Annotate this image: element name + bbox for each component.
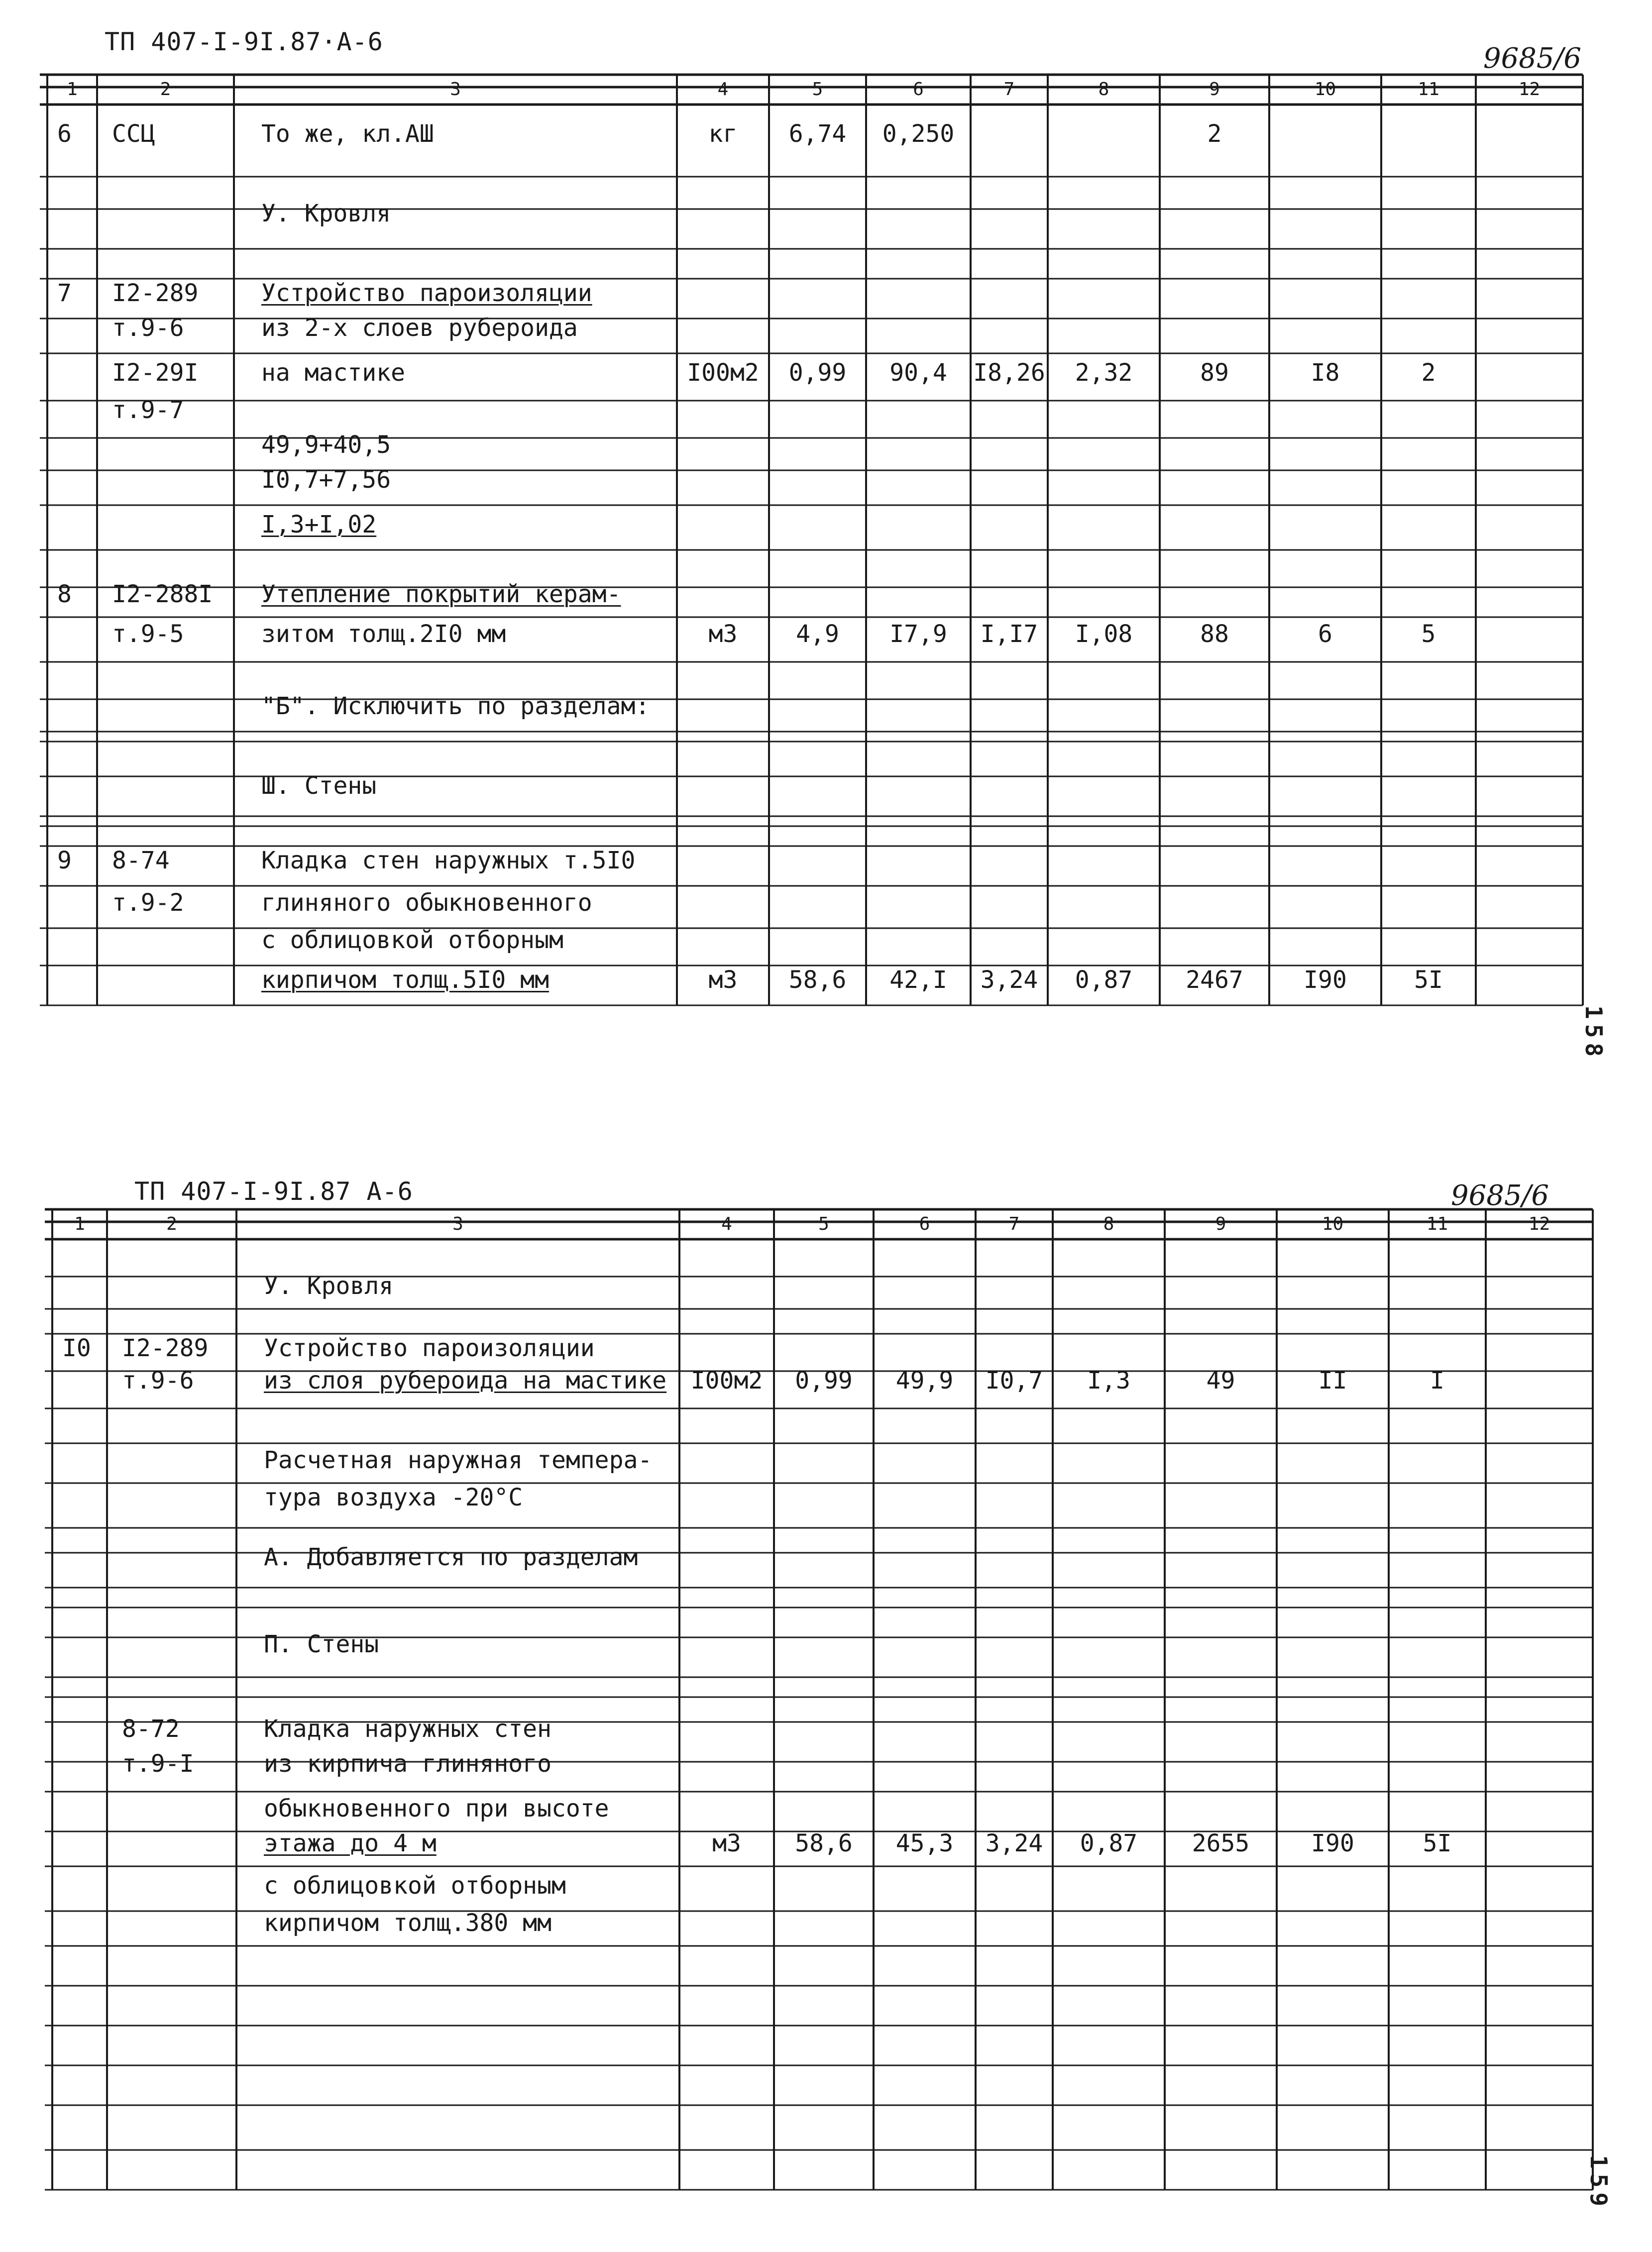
table-cell-col-7: 3,24 <box>985 1829 1043 1857</box>
table-cell-col-4: кг <box>708 120 738 148</box>
table-cell-col-2: т.9-5 <box>112 620 184 648</box>
table-cell-col-4: I00м2 <box>687 359 759 387</box>
table-cell-col-5: 58,6 <box>795 1829 853 1857</box>
table-cell-col-9: 88 <box>1200 620 1229 648</box>
table-cell-col-3: кирпичом толщ.5I0 мм <box>261 966 549 994</box>
table-cell-col-7: I,I7 <box>980 620 1038 648</box>
table-cell-col-7: 3,24 <box>980 966 1038 994</box>
table-cell-col-7: I0,7 <box>985 1367 1043 1394</box>
table-cell-col-5: 58,6 <box>788 966 847 994</box>
table-cell-col-1: 7 <box>57 279 72 307</box>
table-cell-col-3: Кладка наружных стен <box>264 1715 551 1743</box>
table-cell-col-8: I,3 <box>1087 1367 1130 1394</box>
table-cell-col-2: 8-72 <box>122 1715 180 1743</box>
table-cell-col-3: глиняного обыкновенного <box>261 889 592 917</box>
table-cell-col-9: 49 <box>1206 1367 1235 1394</box>
table-grid <box>0 0 1652 1070</box>
column-number: 1 <box>67 79 78 100</box>
table-cell-col-8: 0,87 <box>1080 1829 1138 1857</box>
column-number: 3 <box>452 1214 463 1234</box>
page-number: 159 <box>1585 2155 1612 2212</box>
column-number: 5 <box>818 1214 829 1234</box>
table-cell-col-4: I00м2 <box>690 1367 763 1394</box>
table-cell-col-10: I90 <box>1311 1829 1354 1857</box>
table-cell-col-3: с облицовкой отборным <box>264 1872 566 1900</box>
table-cell-col-3: А. Добавляется по разделам <box>264 1543 638 1571</box>
table-grid <box>0 1160 1652 2252</box>
table-cell-col-3: Утепление покрытий керам- <box>261 580 621 608</box>
column-number: 10 <box>1314 79 1336 100</box>
table-cell-col-10: 6 <box>1318 620 1332 648</box>
table-cell-col-3: То же, кл.АШ <box>261 120 434 148</box>
table-cell-col-3: этажа до 4 м <box>264 1829 437 1857</box>
table-cell-col-3: Устройство пароизоляции <box>264 1334 595 1362</box>
table-cell-col-9: 89 <box>1200 359 1229 387</box>
table-cell-col-8: 2,32 <box>1075 359 1133 387</box>
table-cell-col-4: м3 <box>708 620 738 648</box>
column-number: 4 <box>721 1214 732 1234</box>
table-cell-col-3: Устройство пароизоляции <box>261 279 592 307</box>
table-cell-col-5: 0,99 <box>788 359 847 387</box>
table-cell-col-3: У. Кровля <box>261 200 391 227</box>
table-cell-col-3: зитом толщ.2I0 мм <box>261 620 506 648</box>
table-cell-col-11: 2 <box>1421 359 1436 387</box>
column-number: 6 <box>913 79 924 100</box>
column-number: 2 <box>166 1214 177 1234</box>
table-cell-col-8: 0,87 <box>1075 966 1133 994</box>
column-number: 10 <box>1322 1214 1344 1234</box>
table-cell-col-5: 4,9 <box>796 620 839 648</box>
table-cell-col-3: Кладка стен наружных т.5I0 <box>261 847 636 874</box>
table-cell-col-10: I8 <box>1311 359 1340 387</box>
table-cell-col-3: из кирпича глиняного <box>264 1750 551 1778</box>
column-number: 5 <box>812 79 823 100</box>
column-number: 7 <box>1003 79 1015 100</box>
document-number: 9685/6 <box>1451 1180 1549 1212</box>
table-cell-col-3: кирпичом толщ.380 мм <box>264 1909 551 1937</box>
table-cell-col-2: I2-29I <box>112 359 199 387</box>
table-cell-col-3: Ш. Стены <box>261 772 377 800</box>
column-number: 11 <box>1426 1214 1448 1234</box>
sheet-159 <box>0 1160 1652 2252</box>
document-code: ТП 407-I-9I.87·А-6 <box>105 27 383 56</box>
table-cell-col-2: т.9-7 <box>112 396 184 424</box>
table-cell-col-6: 90,4 <box>889 359 947 387</box>
table-cell-col-5: 6,74 <box>788 120 847 148</box>
table-cell-col-3: Расчетная наружная темпера- <box>264 1446 653 1474</box>
table-cell-col-3: из 2-х слоев рубероида <box>261 314 578 342</box>
column-number: 9 <box>1209 79 1220 100</box>
table-cell-col-2: т.9-6 <box>112 314 184 342</box>
table-cell-col-2: т.9-6 <box>122 1367 194 1394</box>
table-cell-col-6: I7,9 <box>889 620 947 648</box>
table-cell-col-11: 5I <box>1414 966 1443 994</box>
table-cell-col-3: "Б". Исключить по разделам: <box>261 692 650 720</box>
table-cell-col-3: на мастике <box>261 359 405 387</box>
table-cell-col-6: 0,250 <box>882 120 955 148</box>
table-cell-col-11: I <box>1430 1367 1444 1394</box>
column-number: 11 <box>1418 79 1439 100</box>
table-cell-col-6: 49,9 <box>895 1367 954 1394</box>
table-cell-col-2: ССЦ <box>112 120 155 148</box>
table-cell-col-1: 6 <box>57 120 72 148</box>
table-cell-col-11: 5 <box>1421 620 1436 648</box>
table-cell-col-2: т.9-I <box>122 1750 194 1778</box>
table-cell-col-2: 8-74 <box>112 847 170 874</box>
table-cell-col-1: 8 <box>57 580 72 608</box>
table-cell-col-3: I,3+I,02 <box>261 511 377 538</box>
table-cell-col-4: м3 <box>712 1829 741 1857</box>
table-cell-col-3: с облицовкой отборным <box>261 926 563 954</box>
table-cell-col-1: 9 <box>57 847 72 874</box>
table-cell-col-11: 5I <box>1423 1829 1452 1857</box>
document-number: 9685/6 <box>1483 42 1582 75</box>
table-cell-col-3: У. Кровля <box>264 1272 394 1300</box>
table-cell-col-8: I,08 <box>1075 620 1133 648</box>
column-number: 4 <box>717 79 729 100</box>
document-code: ТП 407-I-9I.87 А-6 <box>134 1177 413 1206</box>
column-number: 1 <box>74 1214 85 1234</box>
table-cell-col-3: обыкновенного при высоте <box>264 1795 609 1823</box>
table-cell-col-9: 2 <box>1207 120 1222 148</box>
page-number: 158 <box>1580 1005 1607 1062</box>
table-cell-col-3: 49,9+40,5 <box>261 431 391 459</box>
column-number: 8 <box>1103 1214 1114 1234</box>
column-number: 12 <box>1528 1214 1550 1234</box>
table-cell-col-3: П. Стены <box>264 1630 379 1658</box>
table-cell-col-9: 2655 <box>1192 1829 1250 1857</box>
table-cell-col-3: I0,7+7,56 <box>261 466 391 494</box>
sheet-158 <box>0 0 1652 1070</box>
column-number: 8 <box>1098 79 1109 100</box>
table-cell-col-2: I2-289 <box>122 1334 209 1362</box>
table-cell-col-4: м3 <box>708 966 738 994</box>
table-cell-col-10: II <box>1318 1367 1347 1394</box>
column-number: 2 <box>160 79 171 100</box>
table-cell-col-9: 2467 <box>1186 966 1243 994</box>
table-cell-col-1: I0 <box>62 1334 91 1362</box>
table-cell-col-5: 0,99 <box>795 1367 853 1394</box>
column-number: 6 <box>919 1214 930 1234</box>
table-cell-col-3: тура воздуха -20°С <box>264 1484 523 1511</box>
table-cell-col-10: I90 <box>1304 966 1347 994</box>
table-cell-col-3: из слоя рубероида на мастике <box>264 1367 667 1394</box>
column-number: 12 <box>1518 79 1541 100</box>
column-number: 9 <box>1215 1214 1226 1234</box>
table-cell-col-2: I2-288I <box>112 580 213 608</box>
table-cell-col-2: I2-289 <box>112 279 199 307</box>
table-cell-col-7: I8,26 <box>973 359 1045 387</box>
table-cell-col-2: т.9-2 <box>112 889 184 917</box>
table-cell-col-6: 45,3 <box>895 1829 954 1857</box>
column-number: 3 <box>450 79 461 100</box>
table-cell-col-6: 42,I <box>889 966 947 994</box>
column-number: 7 <box>1008 1214 1020 1234</box>
